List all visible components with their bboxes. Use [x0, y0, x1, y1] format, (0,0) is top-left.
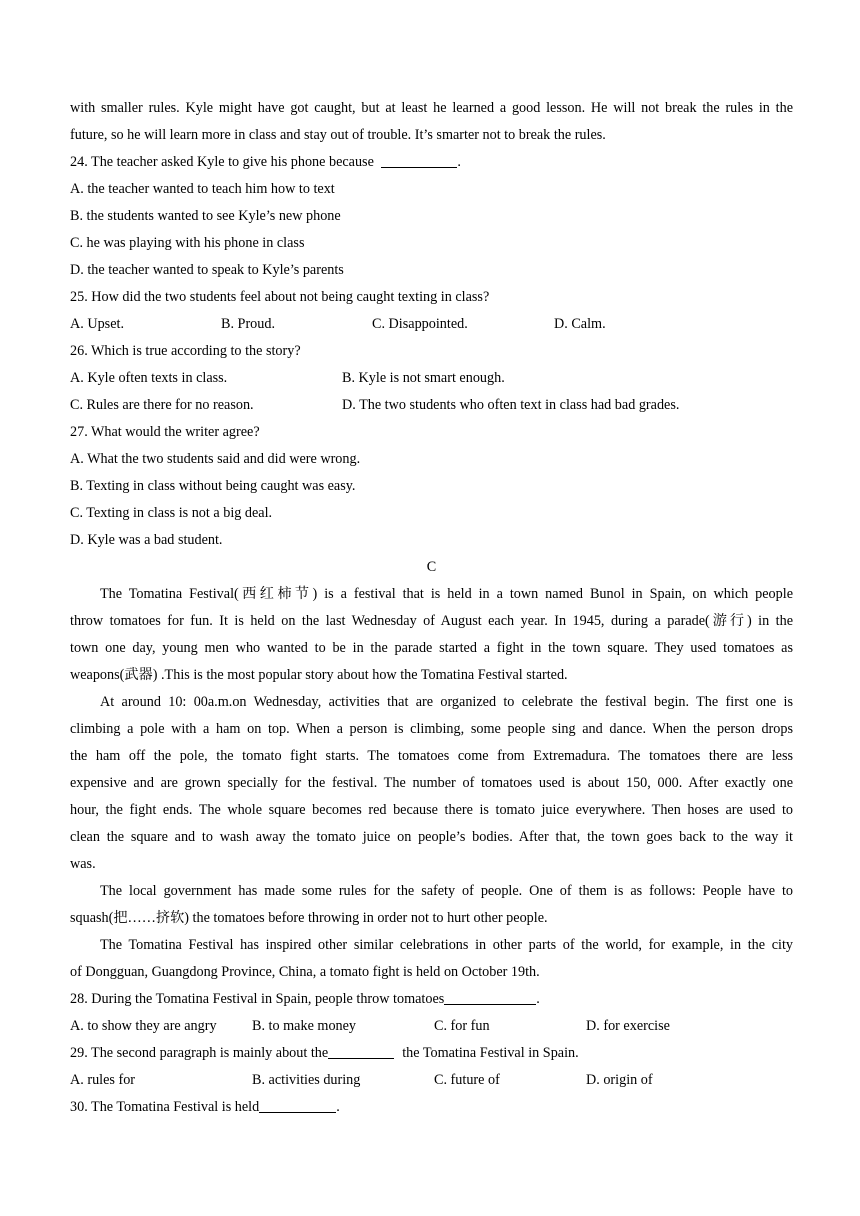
option-b: B. to make money — [252, 1018, 357, 1034]
question-26-options-row2 — [70, 392, 793, 419]
question-25-options — [70, 311, 793, 338]
option-b: B. Proud. — [221, 316, 275, 332]
paragraph-line: clean the square and to wash away the tomato juice on people’s bodies. After that, the town goes back to the way it — [70, 829, 793, 845]
question-29 — [70, 1040, 793, 1067]
option-a: A. rules for — [70, 1072, 136, 1088]
question-29-options — [70, 1067, 793, 1094]
option-c: C. Rules are there for no reason. — [70, 397, 254, 413]
question-24-end: . — [457, 154, 461, 170]
option-b: B. the students wanted to see Kyle’s new phone — [70, 208, 341, 224]
option-a: A. Kyle often texts in class. — [70, 370, 228, 386]
option-c: C. Texting in class is not a big deal. — [70, 505, 273, 521]
question-30-end: . — [336, 1099, 340, 1115]
answer-blank — [444, 988, 536, 1005]
option-d: D. the teacher wanted to speak to Kyle’s parents — [70, 262, 344, 278]
passage-b-line: future, so he will learn more in class and stay out of trouble. It’s smarter not to break the rules. — [70, 127, 606, 143]
option-a: A. to show they are angry — [70, 1018, 217, 1034]
question-25-stem: 25. How did the two students feel about not being caught texting in class? — [70, 289, 490, 305]
paragraph-line: the ham off the pole, the tomato fight starts. The tomatoes come from Extremadura. The tomatoes there are less — [70, 748, 793, 764]
paragraph-line: was. — [70, 856, 96, 872]
paragraph-line: squash(把……挤软) the tomatoes before throwing in order not to hurt other people. — [70, 910, 548, 926]
answer-blank — [381, 151, 457, 168]
option-d: D. origin of — [586, 1072, 653, 1088]
paragraph-line: climbing a pole with a ham on top. When a person is climbing, some people sing and dance. When the person drops — [70, 721, 793, 737]
paragraph-line: expensive and are grown specially for the festival. The number of tomatoes used is about 150, 000. After exactly one — [70, 775, 793, 791]
paragraph-line: town one day, young men who wanted to be in the parade started a fight in the town square. They used tomatoes as — [70, 640, 793, 656]
answer-blank — [259, 1096, 336, 1113]
paragraph-line: of Dongguan, Guangdong Province, China, a tomato fight is held on October 19th. — [70, 964, 540, 980]
paragraph-line: hour, the fight ends. The whole square becomes red because there is tomato juice everywhere. Then hoses are used to — [70, 802, 793, 818]
option-c: C. future of — [434, 1072, 500, 1088]
question-28-options — [70, 1013, 793, 1040]
question-24 — [70, 149, 793, 176]
question-29-stem: 29. The second paragraph is mainly about the — [70, 1045, 329, 1061]
answer-blank — [328, 1042, 394, 1059]
paragraph-line: weapons(武器) .This is the most popular story about how the Tomatina Festival started. — [70, 667, 568, 683]
paragraph-line: The Tomatina Festival(西红柿节) is a festival that is held in a town named Bunol in Spain, on which people — [100, 586, 793, 602]
question-26-stem: 26. Which is true according to the story? — [70, 343, 301, 359]
option-a: A. Upset. — [70, 316, 124, 332]
passage-b-line: with smaller rules. Kyle might have got caught, but at least he learned a good lesson. He will not break the rules in the — [70, 100, 793, 116]
option-a: A. What the two students said and did were wrong. — [70, 451, 361, 467]
option-c: C. for fun — [434, 1018, 490, 1034]
exam-page — [70, 95, 793, 1121]
option-c: C. he was playing with his phone in class — [70, 235, 305, 251]
question-28-end: . — [536, 991, 540, 1007]
option-b: B. Kyle is not smart enough. — [342, 370, 505, 386]
option-d: D. Calm. — [554, 316, 606, 332]
option-d: D. The two students who often text in class had bad grades. — [342, 397, 680, 413]
question-30-stem: 30. The Tomatina Festival is held — [70, 1099, 260, 1115]
option-d: D. Kyle was a bad student. — [70, 532, 223, 548]
question-24-stem: 24. The teacher asked Kyle to give his phone because — [70, 154, 374, 170]
option-a: A. the teacher wanted to teach him how to text — [70, 181, 335, 197]
question-27-stem: 27. What would the writer agree? — [70, 424, 260, 440]
option-b: B. activities during — [252, 1072, 361, 1088]
question-28-stem: 28. During the Tomatina Festival in Spain, people throw tomatoes — [70, 991, 445, 1007]
option-c: C. Disappointed. — [372, 316, 468, 332]
question-29-end: the Tomatina Festival in Spain. — [402, 1045, 579, 1061]
paragraph-line: The Tomatina Festival has inspired other similar celebrations in other parts of the world, for example, in the city — [100, 937, 793, 953]
question-28 — [70, 986, 793, 1013]
paragraph-line: At around 10: 00a.m.on Wednesday, activities that are organized to celebrate the festival begin. The first one is — [100, 694, 793, 710]
option-d: D. for exercise — [586, 1018, 670, 1034]
section-heading: C — [426, 559, 437, 575]
option-b: B. Texting in class without being caught was easy. — [70, 478, 356, 494]
question-26-options-row1 — [70, 365, 793, 392]
paragraph-line: throw tomatoes for fun. It is held on the last Wednesday of August each year. In 1945, during a parade(游行) in the — [70, 613, 793, 629]
question-30 — [70, 1094, 793, 1121]
paragraph-line: The local government has made some rules for the safety of people. One of them is as follows: People have to — [100, 883, 793, 899]
